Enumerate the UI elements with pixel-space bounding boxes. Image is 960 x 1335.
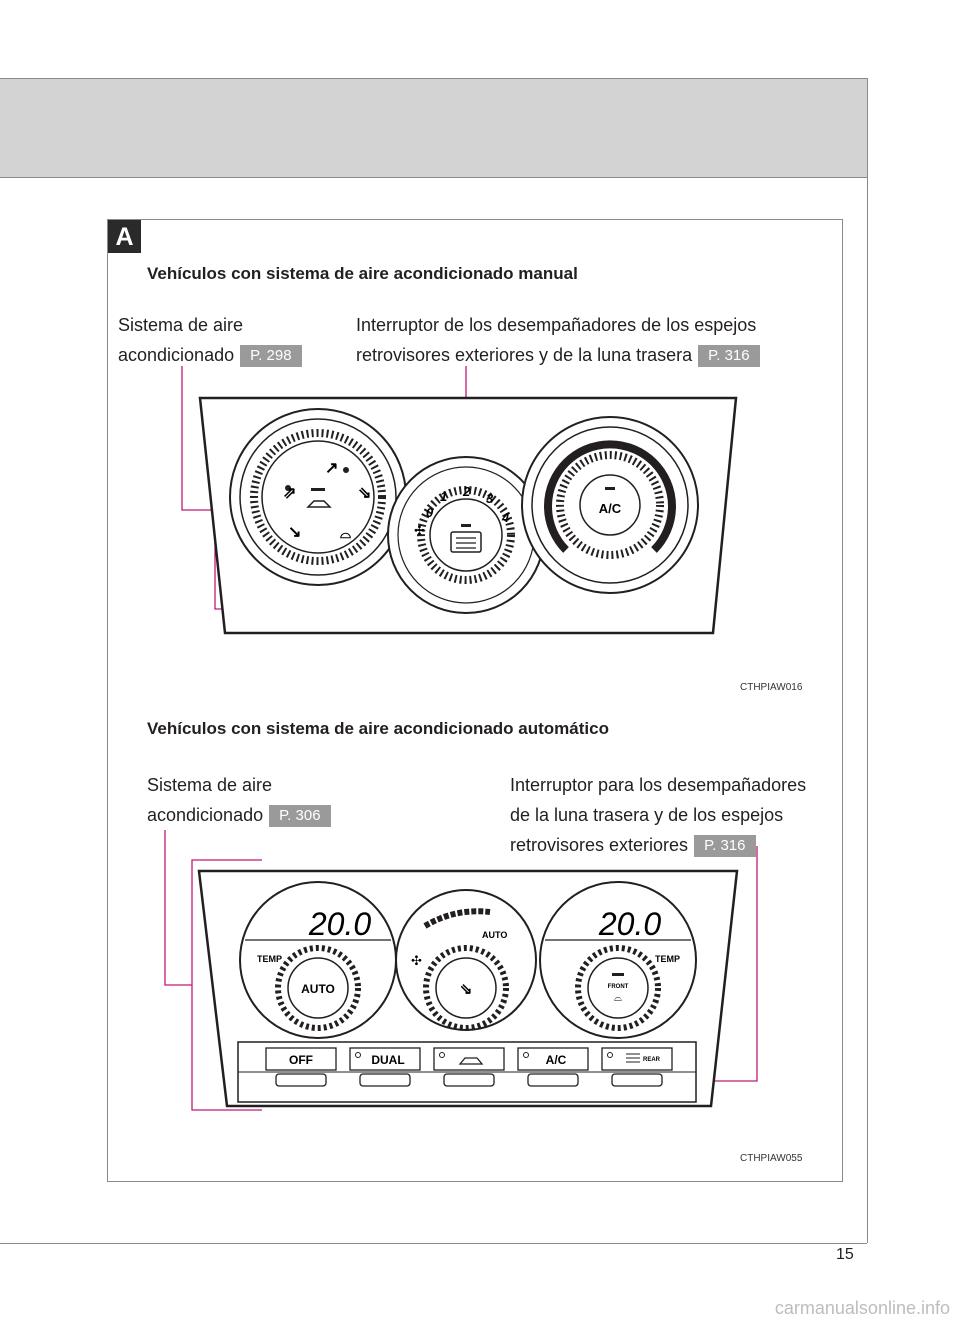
defrost-mode-icon: ⇘ xyxy=(459,981,473,998)
off-button-lip xyxy=(276,1074,326,1086)
rear-defog-auto-button-face xyxy=(602,1048,672,1070)
manual-label-right-line2: retrovisores exteriores y de la luna trasera xyxy=(356,345,693,365)
manual-heading: Vehículos con sistema de aire acondicionado manual xyxy=(147,264,578,283)
recirculation-button-lip xyxy=(444,1074,494,1086)
left-temp-display: 20.0 xyxy=(308,906,372,942)
front-defrost-label: FRONT xyxy=(607,984,629,990)
auto-label-right-line2: de la luna trasera y de los espejos xyxy=(510,805,784,825)
recirculation-button[interactable] xyxy=(434,1048,504,1086)
auto-heading: Vehículos con sistema de aire acondicionado automático xyxy=(147,719,609,738)
defrost-icon: ⌓ xyxy=(340,525,352,541)
front-defrost-indicator xyxy=(612,973,624,976)
auto-button-label: AUTO xyxy=(301,982,335,996)
off-button-label: OFF xyxy=(289,1053,313,1067)
auto-label-right-line1: Interruptor para los desempañadores xyxy=(510,775,807,795)
rear-button-label: REAR xyxy=(643,1057,661,1063)
auto-label-left-line1: Sistema de aire xyxy=(147,775,273,795)
vent-feet-icon: ⇘ xyxy=(358,485,372,502)
right-temp-display: 20.0 xyxy=(598,906,662,942)
recirculation-button-face xyxy=(434,1048,504,1070)
fan-speed-0: 0 xyxy=(426,505,434,520)
auto-left-leader xyxy=(165,830,192,985)
fan-speed-2: 2 xyxy=(463,484,471,499)
ac-auto-button-label: A/C xyxy=(545,1053,567,1067)
auto-label-left-line2: acondicionado xyxy=(147,805,264,825)
fan-speed-3: 3 xyxy=(486,491,494,506)
auto-label-right-line3: retrovisores exteriores xyxy=(510,835,689,855)
manual-left-ref-badge[interactable]: P. 298 xyxy=(240,345,301,367)
fan-auto-label: AUTO xyxy=(482,930,508,940)
manual-label-left-line2: acondicionado xyxy=(118,345,235,365)
auto-right-ref-badge[interactable]: P. 316 xyxy=(694,835,755,857)
fan-icon: ✣ xyxy=(414,523,425,538)
rear-defog-auto-button[interactable] xyxy=(602,1048,672,1086)
off-button[interactable] xyxy=(266,1048,336,1086)
vent-floor-icon: ↘ xyxy=(288,524,302,541)
auto-image-code: CTHPIAW055 xyxy=(740,1153,803,1164)
right-temp-label: TEMP xyxy=(655,954,681,964)
ac-auto-button-lip xyxy=(528,1074,578,1086)
front-defrost-icon: ⌓ xyxy=(614,993,622,1004)
manual-label-right-line1: Interruptor de los desempañadores de los espejos xyxy=(356,315,757,335)
manual-right-ref-badge[interactable]: P. 316 xyxy=(698,345,759,367)
manual-label-left-line1: Sistema de aire xyxy=(118,315,244,335)
ac-auto-button[interactable] xyxy=(518,1048,588,1086)
vent-bilevel-icon: ⇗ xyxy=(283,485,297,502)
vent-face-icon: ↗ xyxy=(325,460,339,477)
dual-button-label: DUAL xyxy=(371,1053,405,1067)
ac-button-label: A/C xyxy=(598,501,622,516)
page-number: 15 xyxy=(836,1246,854,1263)
section-tag: A xyxy=(108,220,141,253)
watermark: carmanualsonline.info xyxy=(774,1298,950,1318)
dual-button[interactable] xyxy=(350,1048,420,1086)
auto-left-ref-badge[interactable]: P. 306 xyxy=(269,805,330,827)
rear-defog-auto-button-lip xyxy=(612,1074,662,1086)
fan-icon-auto: ✣ xyxy=(411,953,422,968)
fan-speed-4: 4 xyxy=(502,510,510,525)
fan-speed-1: 1 xyxy=(440,489,448,504)
dual-button-lip xyxy=(360,1074,410,1086)
left-temp-label: TEMP xyxy=(257,954,283,964)
manual-image-code: CTHPIAW016 xyxy=(740,682,803,693)
